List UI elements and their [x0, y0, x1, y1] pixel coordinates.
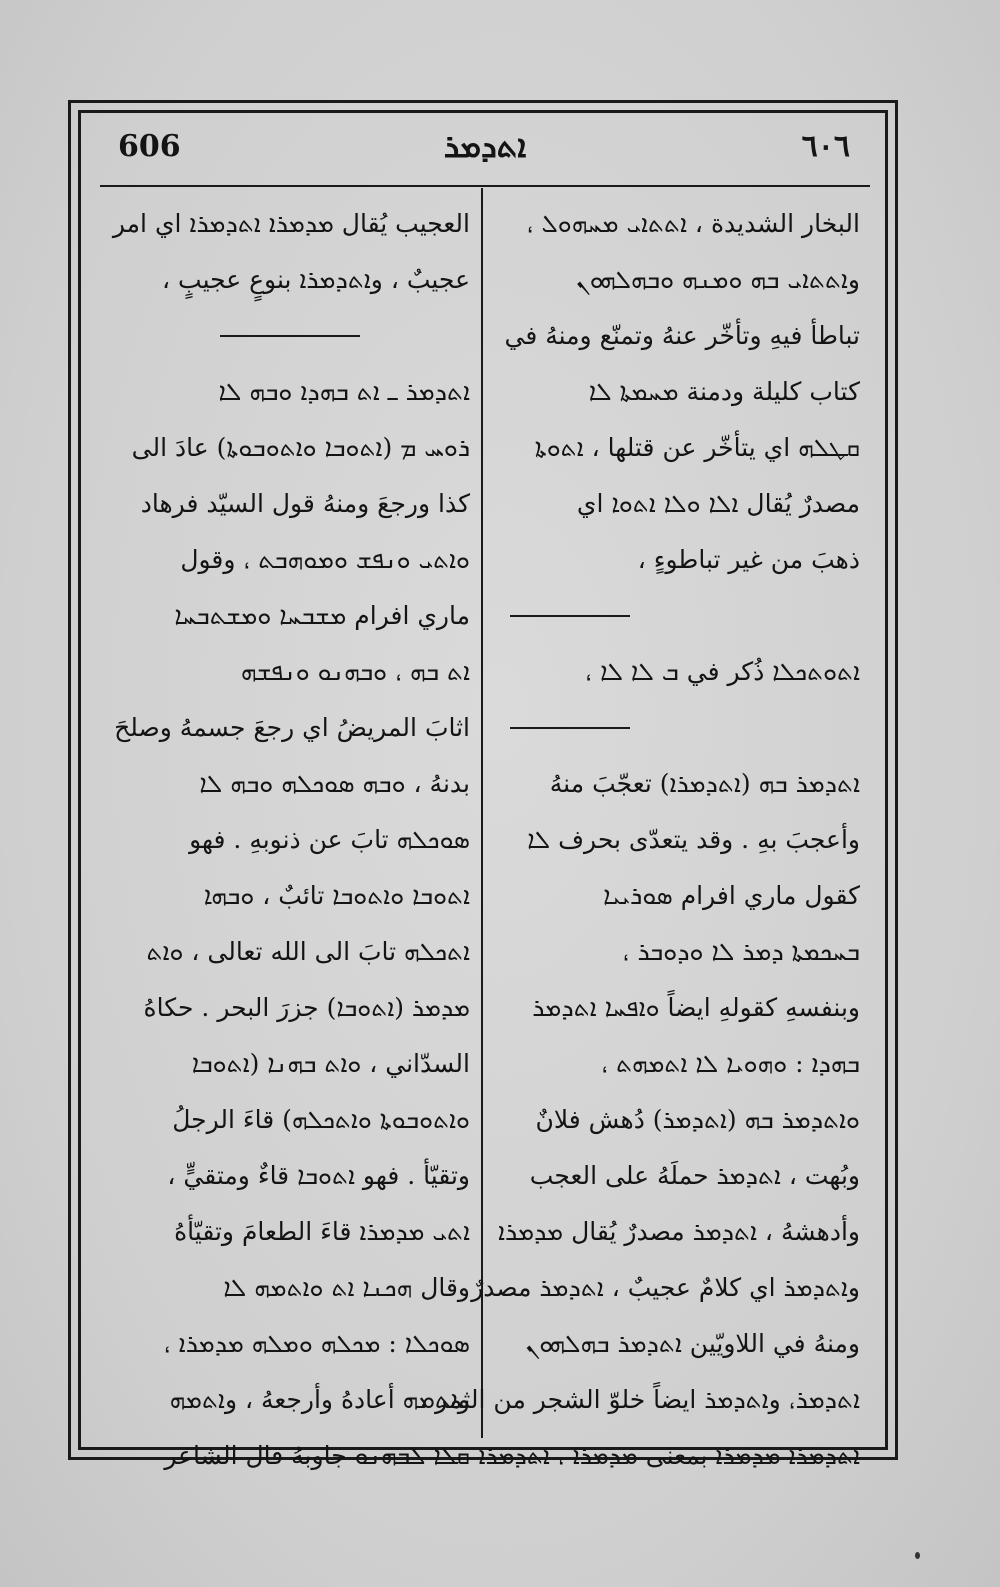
text-line: ܐܬ ܒܗ ، ܘܒܗܢܘ ܘܢܦܫܗ [240, 657, 470, 686]
text-line: ذهبَ من غير تباطوءٍ ، [637, 545, 860, 574]
entry-separator [510, 615, 630, 617]
text-line: مصدرٌ يُقال ܐܠܐ ܘܠܐ ܐܬܘܐ اي [576, 489, 860, 518]
text-line: وقال ܗܟܢܐ ܐܬ ܘܐܬܡܗ ܠܐ [223, 1273, 470, 1302]
text-line: وبنفسهِ كقولهِ ايضاً ܘܐܦܚܐ ܐܬܕܡܪ [532, 993, 860, 1022]
text-line: وܐܬܡܗ أعادهُ وأرجعهُ ، وܐܬܡܗ [169, 1385, 470, 1414]
paper-spot [915, 1552, 920, 1559]
left-column [100, 196, 470, 1470]
text-line: ܒܚܟܡܬܐ ܕܡܪ ܠܐ ܘܕܘܒܪ ، [622, 937, 860, 966]
text-line: وأدهشهُ ، ܐܬܕܡܪ مصدرٌ يُقال ܡܕܡܪܐ [498, 1217, 860, 1246]
text-line: وܐܬܬܐܝ ܒܗ ܘܡܢܗ ܘܒܗܠܗܘܢ [576, 265, 860, 294]
text-line: بدنهُ ، ܘܒܗ ܣܘܟܠܗ ܘܒܗ ܠܐ [199, 769, 470, 798]
column-divider [481, 188, 483, 1438]
text-line: ܩܠܐ ܠܒܗܢܘ جاوبهُ قال الشاعر [164, 1441, 470, 1470]
text-line: اثابَ المريضُ اي رجعَ جسمهُ وصلحَ [114, 713, 470, 742]
right-column [419, 196, 860, 1470]
text-line: ܒܗܕܐ : ܘܗܘܝܐ ܠܐ ܐܬܡܗܬ ، [601, 1049, 860, 1078]
text-line: ܐܬܘܒܐ ܘܐܬܘܒܐ تائبٌ ، ܘܒܗܐ [203, 881, 470, 910]
text-line: ومنهُ في اللاويّين ܐܬܕܡܪ ܒܗܠܗܘܢ [525, 1329, 860, 1358]
header-rule [100, 185, 870, 187]
text-line: كذا ورجعَ ومنهُ قول السيّد فرهاد [140, 489, 470, 518]
text-line: وتقيّأ . فهو ܐܬܘܒܐ قاءٌ ومتقيٍّ ، [167, 1161, 470, 1190]
text-line: ܡܕܡܪ (ܐܬܘܒܐ) جزرَ البحر . حكاهُ [143, 993, 470, 1022]
text-line: وبُهت ، ܐܬܕܡܪ حملَهُ على العجب [529, 1161, 860, 1190]
text-line: ܘܐܬܝ ܘܢܦܫ ܘܡܘܗܒܬ ، وقول [180, 545, 470, 574]
text-line: تباطأ فيهِ وتأخّر عنهُ وتمنّع ومنهُ في [504, 321, 860, 350]
text-line: ܐܬܝ ܡܕܡܪܐ قاءَ الطعامَ وتقيّأهُ [174, 1217, 470, 1246]
text-line: السدّاني ، ܘܐܬ ܒܗܢܐ (ܐܬܘܒܐ [191, 1049, 470, 1078]
text-line: ܐܬܘܬܟܠܐ ذُكر في ܒ ܠܐ ܠܐ ، [585, 657, 860, 686]
text-line: عجيبٌ ، وܐܬܕܡܪܐ بنوعٍ عجيبٍ ، [162, 265, 470, 294]
page-title: ܐܬܕܡܪ [443, 127, 527, 165]
text-line: كتاب كليلة ودمنة ܡܚܡܬܐ ܠܐ [588, 377, 860, 406]
text-line: العجيب يُقال ܡܕܡܪܐ ܐܬܕܡܪܐ اي امر [112, 209, 470, 238]
text-line: ܘܐܬܘܒܘܬܐ ܘܐܬܟܠܗ) قاءَ الرجلُ [172, 1105, 470, 1134]
entry-separator [220, 335, 360, 337]
text-line: ܐܬܕܡܪ، وܐܬܕܡܪ ايضاً خلوّ الشجر من الثمر ، [419, 1385, 860, 1414]
text-line: وܐܬܕܡܪ اي كلامٌ عجيبٌ ، ܐܬܕܡܪ مصدرٌ [471, 1273, 860, 1302]
text-line: البخار الشديدة ، ܐܬܬܐܝ ܡܚܗܘܠ ، [526, 209, 860, 238]
text-line: ܣܘܟܠܗ تابَ عن ذنوبهِ . فهو [189, 825, 470, 854]
text-line: ܐܬܕܡܪ ܒܗ (ܐܬܕܡܪܐ) تعجّبَ منهُ [549, 769, 860, 798]
text-line: كقول ماري افرام ܣܘܪܝܝܐ [603, 881, 860, 910]
text-line: ماري افرام ܡܫܒܚܐ ܘܡܫܬܒܚܐ [174, 601, 470, 630]
text-line: ܐܬܕܡܪ ـ ܐܬ ܒܗܕܐ ܘܒܗ ܠܐ [218, 377, 470, 406]
page-number-latin: 606 [118, 129, 181, 164]
text-line: ܐܬܕܡܪܐ ܡܕܡܪܐ بمعنى ܡܕܡܪܐ ، ܐܬܕܡܪܐ [478, 1441, 860, 1470]
text-line: ܪܘܚ ܡ (ܐܬܘܒܐ ܘܐܬܘܒܘܬܐ) عادَ الى [131, 433, 470, 462]
text-line: ܘܐܬܕܡܪ ܒܗ (ܐܬܕܡܪ) دُهش فلانٌ [535, 1105, 860, 1134]
text-line: ܐܬܟܠܗ تابَ الى الله تعالى ، ܘܐܬ [146, 937, 470, 966]
text-line: ܩܛܠܗ اي يتأخّر عن قتلها ، ܐܬܘܬܐ [534, 433, 860, 462]
page-number-arabic: ٦٠٦ [801, 129, 850, 164]
text-line: وأعجبَ بهِ . وقد يتعدّى بحرف ܠܐ [527, 825, 860, 854]
entry-separator [510, 727, 630, 729]
text-line: ܣܘܟܠܐ : ܡܟܠܗ ܘܡܠܗ ܡܕܡܪܐ ، [163, 1329, 470, 1358]
page-header [100, 125, 870, 175]
